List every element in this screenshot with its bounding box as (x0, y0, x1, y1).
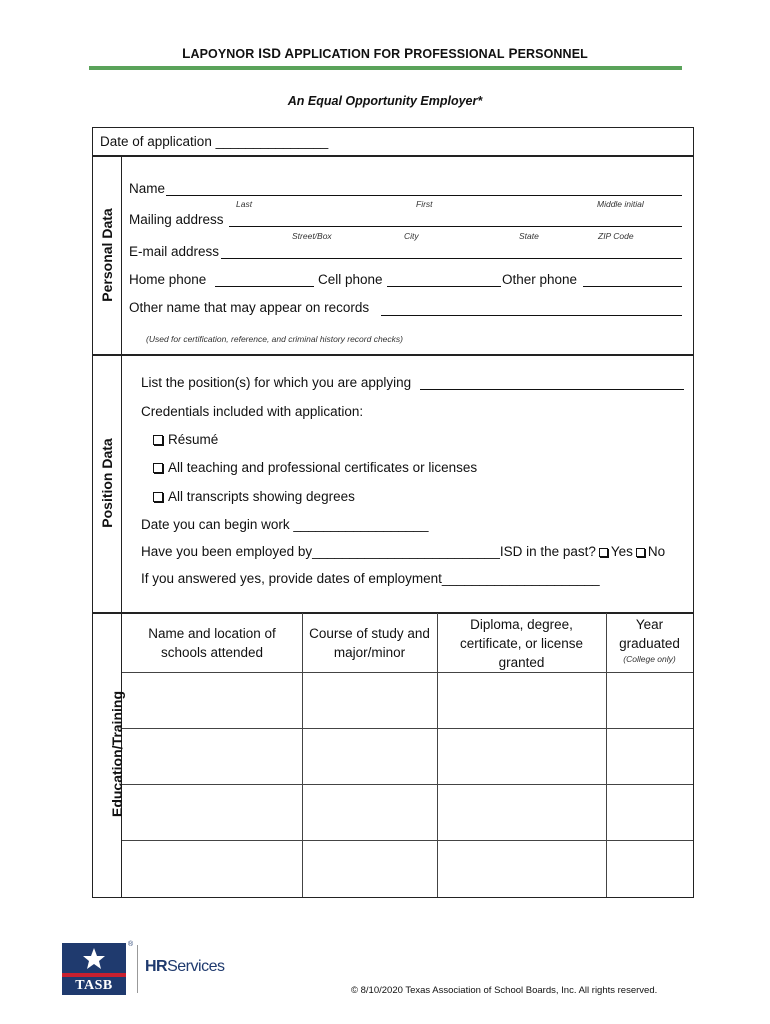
home-phone-label: Home phone (129, 272, 207, 287)
other-phone-input-line[interactable] (583, 286, 682, 287)
mailing-address-input-line[interactable] (229, 226, 682, 227)
table-row[interactable] (122, 785, 693, 840)
cell-phone-label: Cell phone (318, 272, 383, 287)
table-row[interactable] (122, 673, 693, 728)
yes-checkbox[interactable] (599, 548, 608, 557)
tasb-logo-text: TASB (75, 978, 113, 993)
name-input-line[interactable] (166, 195, 682, 196)
document-title: LAPOYNOR ISD APPLICATION FOR PROFESSIONAL PERSONNEL (182, 46, 588, 61)
position-section-divider (121, 355, 122, 613)
document-subtitle: An Equal Opportunity Employer* (287, 94, 483, 108)
mailing-address-label: Mailing address (129, 212, 224, 227)
street-hint: Street/Box (292, 231, 332, 241)
state-hint: State (519, 231, 539, 241)
tasb-logo (62, 943, 126, 995)
col-header-diploma: Diploma, degree, certificate, or license granted (459, 617, 584, 670)
header-divider (89, 66, 682, 70)
date-of-application-field[interactable]: Date of application _______________ (100, 134, 329, 149)
positions-input-line[interactable] (420, 389, 684, 390)
employed-district-input[interactable]: _________________________ (312, 544, 500, 559)
other-name-label: Other name that may appear on records (129, 300, 370, 315)
personal-data-note: (Used for certification, reference, and criminal history record checks) (146, 334, 403, 344)
hr-services-logo: HRServices (145, 958, 225, 975)
education-training-label: Education/Training (109, 691, 125, 818)
employment-dates-field[interactable]: If you answered yes, provide dates of employment_____________________ (141, 571, 600, 586)
transcripts-checkbox-row[interactable]: All transcripts showing degrees (153, 489, 355, 504)
col-header-course: Course of study and major/minor (309, 626, 430, 660)
other-phone-label: Other phone (502, 272, 578, 287)
name-label: Name (129, 181, 166, 196)
first-name-hint: First (416, 199, 433, 209)
registered-mark: ® (128, 941, 134, 948)
col-header-year: Year graduated (College only) (619, 617, 680, 664)
copyright-notice: © 8/10/2020 Texas Association of School Boards, Inc. All rights reserved. (351, 985, 658, 996)
positions-label: List the position(s) for which you are applying (141, 375, 412, 390)
table-row[interactable] (122, 841, 693, 896)
certificates-checkbox[interactable] (153, 463, 163, 473)
email-label: E-mail address (129, 244, 220, 259)
home-phone-input-line[interactable] (215, 286, 314, 287)
col-header-school: Name and location of schools attended (148, 626, 276, 660)
credentials-label: Credentials included with application: (141, 404, 364, 419)
city-hint: City (404, 231, 419, 241)
personal-data-label: Personal Data (99, 208, 115, 302)
other-name-input-line[interactable] (381, 315, 682, 316)
logo-divider (137, 945, 138, 993)
resume-checkbox[interactable] (153, 435, 163, 445)
position-data-label: Position Data (99, 438, 115, 528)
begin-work-field[interactable]: Date you can begin work __________________ (141, 517, 429, 532)
certificates-checkbox-row[interactable]: All teaching and professional certificates or licenses (153, 460, 477, 475)
cell-phone-input-line[interactable] (387, 286, 501, 287)
resume-checkbox-row[interactable]: Résumé (153, 432, 218, 447)
no-checkbox[interactable] (636, 548, 645, 557)
email-input-line[interactable] (221, 258, 682, 259)
personal-section-divider (121, 156, 122, 355)
middle-initial-hint: Middle initial (597, 199, 644, 209)
zip-hint: ZIP Code (598, 231, 634, 241)
employed-before-row: Have you been employed by_________________________ISD in the past? Yes No (141, 544, 666, 559)
table-row[interactable] (122, 729, 693, 784)
last-name-hint: Last (236, 199, 253, 209)
transcripts-checkbox[interactable] (153, 492, 163, 502)
